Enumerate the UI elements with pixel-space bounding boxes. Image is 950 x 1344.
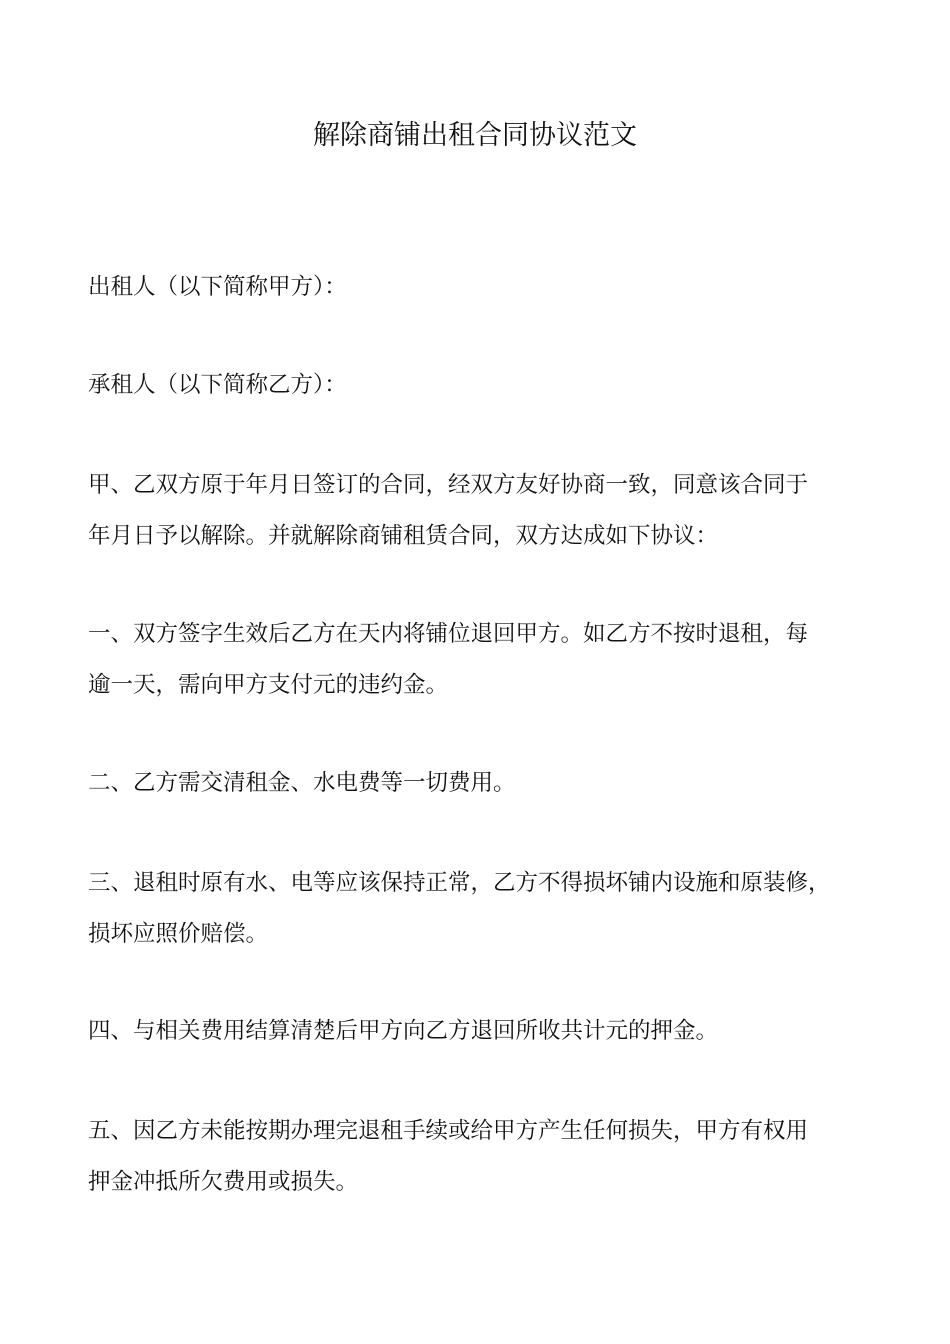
clause-2 [88, 758, 888, 809]
clause-line: 五、因乙方未能按期办理完退租手续或给甲方产生任何损失，甲方有权用 [88, 1118, 809, 1144]
clause-line: 三、退租时原有水、电等应该保持正常，乙方不得损坏铺内设施和原装修， [88, 870, 831, 896]
clause-line: 二、乙方需交清租金、水电费等一切费用。 [88, 770, 516, 796]
clause-1 [88, 609, 888, 711]
clause-line: 押金冲抵所欠费用或损失。 [88, 1169, 359, 1195]
clause-line: 损坏应照价赔偿。 [88, 921, 269, 947]
clause-5 [88, 1106, 888, 1208]
clause-3 [88, 858, 888, 960]
lessor-line: 出租人（以下简称甲方）： [88, 274, 347, 300]
intro-paragraph [88, 460, 888, 562]
intro-line: 年月日予以解除。并就解除商铺租赁合同，双方达成如下协议： [88, 523, 719, 549]
intro-line: 甲、乙双方原于年月日签订的合同，经双方友好协商一致，同意该合同于 [88, 472, 809, 498]
clause-line: 逾一天，需向甲方支付元的违约金。 [88, 672, 449, 698]
clause-line: 一、双方签字生效后乙方在天内将铺位退回甲方。如乙方不按时退租，每 [88, 621, 809, 647]
clause-4 [88, 1006, 888, 1057]
document-title: 解除商铺出租合同协议范文 [313, 120, 637, 151]
lessee-line: 承租人（以下简称乙方）： [88, 372, 347, 398]
clause-line: 四、与相关费用结算清楚后甲方向乙方退回所收共计元的押金。 [88, 1018, 719, 1044]
